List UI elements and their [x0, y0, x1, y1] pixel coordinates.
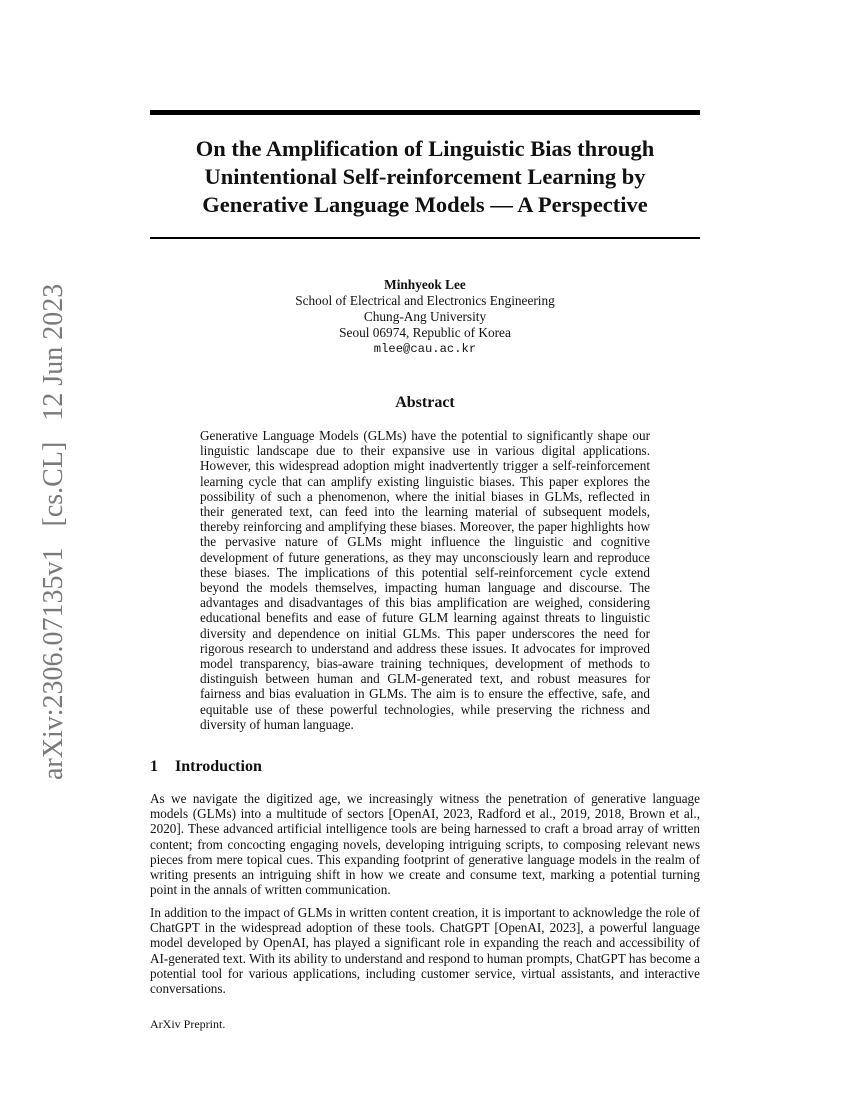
author-email: mlee@cau.ac.kr: [373, 342, 477, 356]
arxiv-sidebar-stamp: [40, 270, 68, 780]
abstract-text: Generative Language Models (GLMs) have the potential to significantly shape our linguistic landscape due to their expansive use in various digital applications. However, this widespread adoption might inadvertently trigger a self-reinforcement learning cycle that can amplify existing linguistic biases. This paper explores the possibility of such a phenomenon, where the initial biases in GLMs, reflected in their generated text, can feed into the learning material of subsequent models, thereby reinforcing and amplifying these biases. Moreover, the paper highlights how the pervasive nature of GLMs might influence the linguistic and cognitive development of future generations, as they may unconsciously learn and reproduce these biases. The implications of this potential self-reinforcement cycle extend beyond the models themselves, impacting human language and discourse. The advantages and disadvantages of this bias amplification are weighed, considering educational benefits and ease of future GLM learning against threats to linguistic diversity and dependence on initial GLMs. This paper underscores the need for rigorous research to understand and address these issues. It advocates for improved model transparency, bias-aware training techniques, development of methods to distinguish between human and GLM-generated text, and robust measures for fairness and bias evaluation in GLMs. The aim is to ensure the effective, safe, and equitable use of these powerful technologies, while preserving the richness and diversity of human language.: [200, 428, 650, 732]
section-number: 1: [150, 758, 158, 775]
title-line-2: Unintentional Self-reinforcement Learning by: [204, 164, 646, 189]
intro-paragraph-1: As we navigate the digitized age, we increasingly witness the penetration of generative language models (GLMs) into a multitude of sectors [OpenAI, 2023, Radford et al., 2019, 2018, Brown et al., 2020]. These advanced artificial intelligence tools are being harnessed to craft a broad array of written content; from concocting engaging novels, developing intriguing scripts, to composing relevant news pieces from mere topical cues. This expanding footprint of generative language models in the realm of writing presents an intriguing shift in how we create and consume text, marking a potential turning point in the annals of written communication.: [150, 791, 700, 898]
intro-paragraph-2: In addition to the impact of GLMs in written content creation, it is important to acknowledge the role of ChatGPT in the widespread adoption of these tools. ChatGPT [OpenAI, 2023], a powerful language model developed by OpenAI, has played a significant role in expanding the reach and accessibility of AI-generated text. With its ability to understand and respond to human prompts, ChatGPT has become a potential tool for various applications, including customer service, virtual assistants, and interactive conversations.: [150, 905, 700, 997]
paper-title: [150, 135, 700, 219]
author-university: Chung-Ang University: [363, 309, 487, 324]
author-block: [150, 277, 700, 357]
author-address: Seoul 06974, Republic of Korea: [339, 325, 511, 340]
title-line-1: On the Amplification of Linguistic Bias through: [195, 136, 655, 161]
section-title: Introduction: [175, 758, 262, 775]
author-name: Minhyeok Lee: [384, 277, 466, 292]
arxiv-date: 12 Jun 2023: [38, 283, 69, 421]
title-line-3: Generative Language Models — A Perspective: [202, 192, 648, 217]
title-bottom-rule: [150, 237, 700, 239]
author-department: School of Electrical and Electronics Engineering: [295, 293, 555, 308]
abstract-heading: Abstract: [395, 394, 455, 411]
arxiv-category: [cs.CL]: [38, 441, 69, 527]
page-footer: ArXiv Preprint.: [150, 1017, 226, 1031]
section-heading-introduction: [150, 757, 700, 777]
title-top-rule: [150, 110, 700, 115]
arxiv-id: arXiv:2306.07135v1: [38, 547, 69, 780]
